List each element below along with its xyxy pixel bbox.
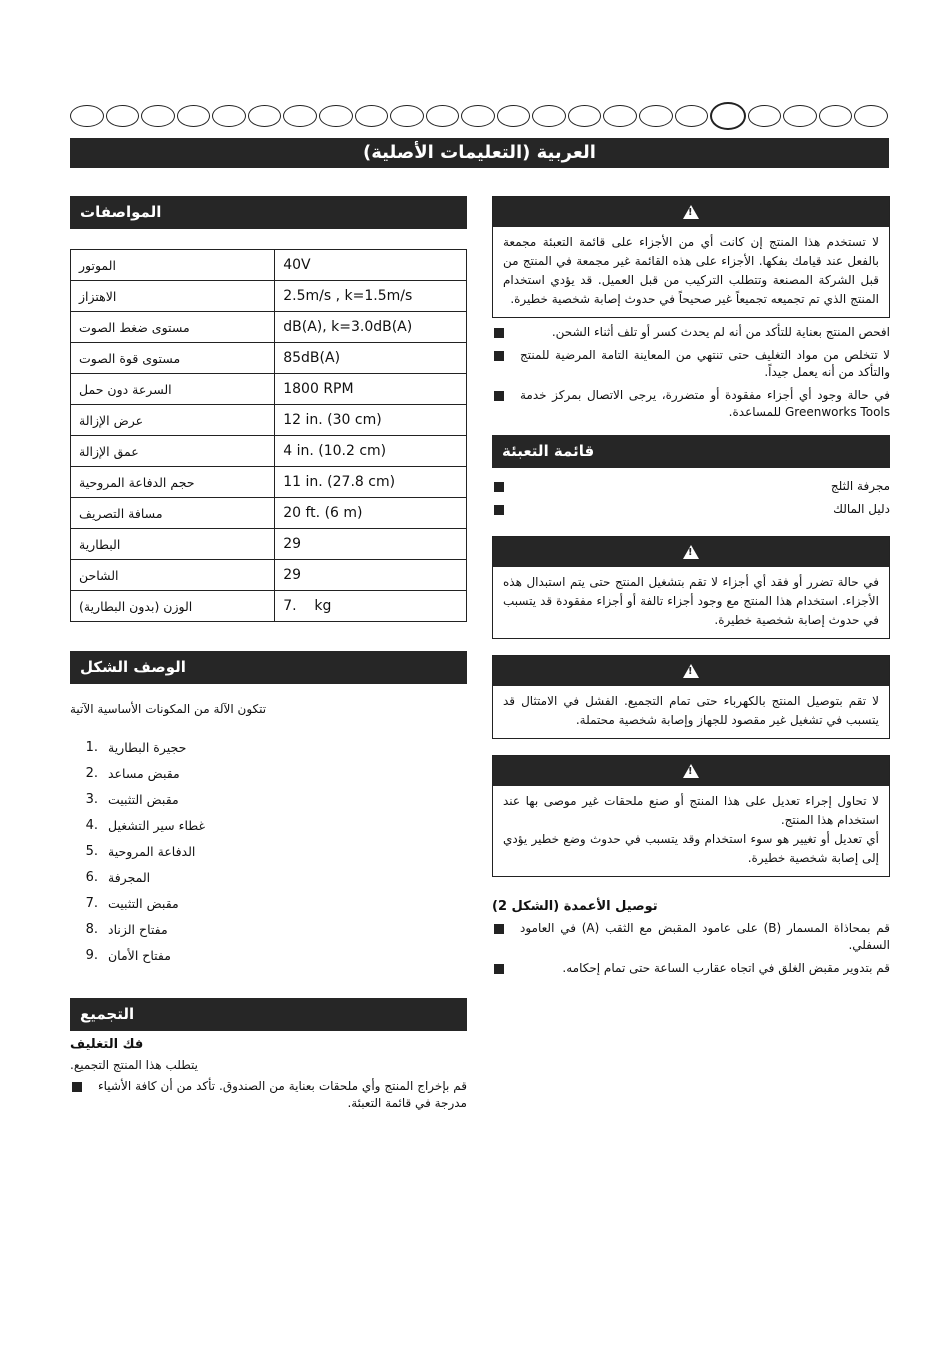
part-number: 1. [85,739,98,755]
language-tab-oval [141,105,175,127]
part-label: مفتاح الزناد [108,921,168,937]
spec-label: مستوى قوة الصوت [71,343,275,374]
spec-value: 1800 RPM [275,374,467,405]
list-item [70,942,467,968]
list-item [70,838,467,864]
table-row [71,312,467,343]
part-label: المجرفة [108,869,151,885]
warning-box [492,536,890,639]
spec-label: مسافة التصريف [71,498,275,529]
bullet-square-icon [494,924,504,934]
description-intro: تتكون الآلة من المكونات الأساسية الآتية [70,702,267,716]
spec-label: الشاحن [71,560,275,591]
language-tab-oval [390,105,424,127]
spec-value: 20 ft. (6 m) [275,498,467,529]
warning-header [493,656,889,686]
warning-header [493,756,889,786]
bullet-square-icon [494,505,504,515]
spec-value: 2.5m/s , k=1.5m/s [275,281,467,312]
part-label: مقبض التثبيت [108,895,179,911]
language-tab-oval [248,105,282,127]
language-tab-oval [426,105,460,127]
list-item [70,812,467,838]
warning-header [493,197,889,227]
specs-table [70,249,467,622]
list-item: مجرفة الثلج [492,478,890,495]
bullet-square-icon [494,391,504,401]
warning-box [492,196,890,318]
language-tab-oval [710,102,746,130]
unpack-bullets [492,324,890,421]
spec-label: عمق الإزالة [71,436,275,467]
parts-list [70,734,467,968]
list-item: افحص المنتج بعناية للتأكد من أنه لم يحدث كسر أو تلف أثناء الشحن. [492,324,890,341]
list-item [70,786,467,812]
language-tab-oval [783,105,817,127]
bullet-square-icon [494,482,504,492]
language-tab-oval [854,105,888,127]
part-number: 5. [85,843,98,859]
language-tab-oval [748,105,782,127]
spec-label: الاهتزاز [71,281,275,312]
left-column [70,196,467,1112]
list-item [70,890,467,916]
list-item [70,864,467,890]
language-tab-oval [70,105,104,127]
connect-heading: توصيل الأعمدة (الشكل 2) [492,899,658,914]
packing-list [492,478,890,518]
unpacking-subheading: فك التغليف [70,1037,144,1052]
language-tab-oval [319,105,353,127]
spec-label: حجم الدفاعة المروحية [71,467,275,498]
spec-value: dB(A), k=3.0dB(A) [275,312,467,343]
list-item: قم بمحاذاة المسمار (B) على عامود المقبض مع الثقب (A) في العامود السفلي. [492,920,890,954]
warning-text: لا تستخدم هذا المنتج إن كانت أي من الأجزاء على قائمة التعبئة مجمعة بالفعل عند قيامك بفكها. الأجزاء على هذه القائمة غير مجمعة في المنتج من قبل الشركة المصنعة وتتطلب التركيب من قبل العميل. قد يؤدي استخدام المنتج الذي تم تجميعه تجميعاً غير صحيحاً في حدوث إصابة شخصية خطيرة. [503,235,879,306]
list-item: لا تتخلص من مواد التغليف حتى تنتهي من المعاينة التامة المرضية للمنتج والتأكد من أنه يعمل جيداً. [492,347,890,381]
bullet-square-icon [72,1082,82,1092]
specs-heading: المواصفات [70,196,467,229]
spec-value: 7. kg [275,591,467,622]
part-label: مقبض مساعد [108,765,180,781]
list-item: قم بإخراج المنتج وأي ملحقات بعناية من الصندوق. تأكد من أن كافة الأشياء مدرجة في قائمة التعبئة. [70,1078,467,1112]
list-item [70,734,467,760]
language-tab-oval [675,105,709,127]
table-row [71,405,467,436]
spec-label: عرض الإزالة [71,405,275,436]
spec-value: 11 in. (27.8 cm) [275,467,467,498]
part-number: 9. [85,947,98,963]
list-item: دليل المالك [492,501,890,518]
spec-value: 4 in. (10.2 cm) [275,436,467,467]
part-number: 2. [85,765,98,781]
language-tab-oval [497,105,531,127]
table-row [71,591,467,622]
language-tab-oval [532,105,566,127]
language-tab-oval [106,105,140,127]
language-tab-oval [461,105,495,127]
language-tab-oval [212,105,246,127]
packing-heading: قائمة التعبئة [492,435,890,468]
part-label: مفتاح الأمان [108,947,171,963]
bullet-square-icon [494,328,504,338]
warning-triangle-icon [683,664,699,678]
assembly-heading: التجميع [70,998,467,1031]
warning-triangle-icon [683,545,699,559]
table-row [71,560,467,591]
warning-header [493,537,889,567]
language-tab-oval [819,105,853,127]
spec-label: الوزن (بدون البطارية) [71,591,275,622]
table-row [71,343,467,374]
language-tab-oval [568,105,602,127]
warning-triangle-icon [683,764,699,778]
warning-text: لا تحاول إجراء تعديل على هذا المنتج أو صنع ملحقات غير موصى بها عند استخدام هذا المنتج. أي تعديل أو تغيير هو سوء استخدام وقد يتسبب في حدوث وضع خطير يؤدي إلى إصابة شخصية خطيرة. [503,794,879,865]
table-row [71,281,467,312]
part-label: مقبض التثبيت [108,791,179,807]
table-row [71,529,467,560]
list-item: قم بتدوير مقبض الغلق في اتجاه عقارب الساعة حتى تمام إحكامه. [492,960,890,977]
language-tab-strip [70,103,888,129]
connect-bullets [492,920,890,977]
assembly-text: يتطلب هذا المنتج التجميع. [70,1058,198,1072]
description-heading: الوصف الشكل [70,651,467,684]
warning-text: في حالة تضرر أو فقد أي أجزاء لا تقم بتشغيل المنتج حتى يتم استبدال هذه الأجزاء. استخدام هذا المنتج مع وجود أجزاء تالفة أو أجزاء مفقودة قد يتسبب في حدوث إصابة شخصية خطيرة. [503,575,879,627]
part-number: 3. [85,791,98,807]
language-tab-oval [177,105,211,127]
part-label: حجيرة البطارية [108,739,187,755]
spec-value: 12 in. (30 cm) [275,405,467,436]
part-number: 8. [85,921,98,937]
list-item [70,916,467,942]
spec-label: البطارية [71,529,275,560]
bullet-square-icon [494,351,504,361]
spec-label: السرعة دون حمل [71,374,275,405]
language-tab-oval [283,105,317,127]
table-row [71,498,467,529]
part-number: 6. [85,869,98,885]
list-item [70,760,467,786]
language-tab-oval [603,105,637,127]
right-column [492,196,890,977]
table-row [71,467,467,498]
spec-value: 29 [275,529,467,560]
warning-box [492,655,890,739]
language-tab-oval [639,105,673,127]
spec-label: الموتور [71,250,275,281]
warning-text: لا تقم بتوصيل المنتج بالكهرباء حتى تمام التجميع. الفشل في الامتثال قد يتسبب في تشغيل غير مقصود للجهاز وإصابة شخصية محتملة. [503,694,879,727]
table-row [71,250,467,281]
part-number: 4. [85,817,98,833]
table-row [71,436,467,467]
warning-triangle-icon [683,205,699,219]
language-tab-oval [355,105,389,127]
warning-box [492,755,890,877]
table-row [71,374,467,405]
list-item: في حالة وجود أي أجزاء مفقودة أو متضررة، يرجى الاتصال بمركز خدمة Greenworks Tools للمساعدة. [492,387,890,421]
spec-value: 40V [275,250,467,281]
spec-label: مستوى ضغط الصوت [71,312,275,343]
spec-value: 29 [275,560,467,591]
part-number: 7. [85,895,98,911]
spec-value: 85dB(A) [275,343,467,374]
part-label: غطاء سير التشغيل [108,817,206,833]
page-title: العربية (التعليمات الأصلية) [70,138,889,168]
part-label: الدفاعة المروحية [108,843,196,859]
bullet-square-icon [494,964,504,974]
